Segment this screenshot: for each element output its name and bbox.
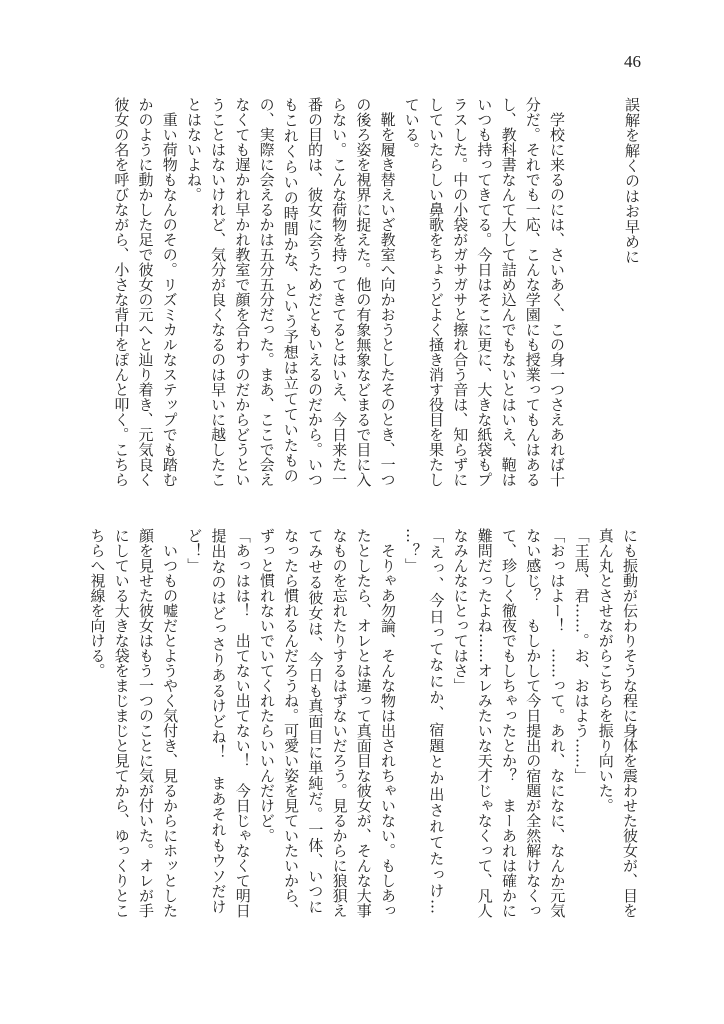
text-line: 「おっはよー！ ……って。あれ、なになに、なんか元気 xyxy=(548,528,567,918)
text-line: 靴を履き替えいざ教室へ向かおうとしたそのとき、一つ xyxy=(378,97,397,487)
text-line: なものを忘れたりするはずないだろう。見るからに狼狽え xyxy=(330,528,349,918)
text-line: なみんなにとってはさ」 xyxy=(451,528,470,693)
text-line: 「えっ、今日ってなにか、宿題とか出されてたっけ… xyxy=(427,528,446,914)
text-line: 提出なのはどっさりあるけどね！ まあそれもウソだけ xyxy=(209,528,228,914)
text-line: いつもの嘘だとようやく気付き、見るからにホッとした xyxy=(161,528,180,918)
text-line: にしている大きな袋をまじまじと見てから、ゆっくりとこ xyxy=(112,528,131,918)
text-line: 分だ。それでも一応、こんな学園にも授業ってもんはある xyxy=(523,97,542,487)
text-line: していたらしい鼻歌をちょうどよく掻き消す役目を果たし xyxy=(426,97,445,487)
text-line: 彼女の名を呼びながら、小さな背中をぽんと叩く。こちら xyxy=(112,97,131,487)
text-line: ている。 xyxy=(402,97,421,157)
text-line: ど！」 xyxy=(185,528,204,573)
text-line: なったら慣れるんだろうね。可愛い姿を見ていたいから、 xyxy=(282,528,301,918)
page-number: 46 xyxy=(624,52,641,71)
text-line: 番の目的は、彼女に会うためだともいえるのだから。いつ xyxy=(305,97,324,487)
text-line: にも振動が伝わりそうな程に身体を震わせた彼女が、目を xyxy=(621,528,639,918)
text-line: の、実際に会えるかは五分五分だった。まあ、ここで会え xyxy=(257,97,276,487)
text-line: 真ん丸とさせながらこちらを振り向いた。 xyxy=(596,528,615,813)
text-block-lower xyxy=(85,528,642,918)
text-block-upper xyxy=(109,97,569,487)
text-line: 「あっはは！ 出てない出てない！ 今日じゃなくて明日 xyxy=(233,528,252,918)
text-line: 難問だったよね……オレみたいな天才じゃなくって、凡人 xyxy=(475,528,494,918)
text-line: 重い荷物もなんのその。リズミカルなステップでも踏む xyxy=(160,97,179,487)
text-line: いつも持ってきてる。今日はそこに更に、大きな紙袋もプ xyxy=(475,97,494,487)
text-line: そりゃあ勿論、そんな物は出されちゃいない。もしあっ xyxy=(378,528,397,918)
text-line: て、珍しく徹夜でもしちゃったとか？ まーあれは確かに xyxy=(499,528,518,918)
text-line: てみせる彼女は、今日も真面目に単純だ。一体、いつに xyxy=(306,528,325,914)
text-line: とはないよね。 xyxy=(184,97,203,202)
text-line: し、教科書なんて大して詰め込んでもないとはいえ、鞄は xyxy=(499,97,518,487)
text-line: …？」 xyxy=(403,528,422,573)
text-line: ない感じ？ もしかして今日提出の宿題が全然解けなくっ xyxy=(524,528,543,918)
text-line: ラスした。中の小袋がガサガサと擦れ合う音は、知らずに xyxy=(451,97,470,487)
text-line: なくても遅かれ早かれ教室で顔を合わすのだからどうとい xyxy=(233,97,252,487)
text-line: ずっと慣れないでいてくれたらいいんだけど。 xyxy=(257,528,276,843)
text-line: らない。こんな荷物を持ってきてるとはいえ、今日来た一 xyxy=(330,97,349,487)
text-line: もこれくらいの時間かな、という予想は立てていたもの xyxy=(281,97,300,483)
text-line: ちらへ視線を向ける。 xyxy=(88,528,107,678)
text-line: うことはないけれど、気分が良くなるのは早いに越したこ xyxy=(209,97,228,487)
text-line: たとしたら、オレとは違って真面目な彼女が、そんな大事 xyxy=(354,528,373,918)
text-line: 顔を見せた彼女はもう一つのことに気が付いた。オレが手 xyxy=(136,528,155,918)
text-line: かのように動かした足で彼女の元へと辿り着き、元気良く xyxy=(136,97,155,487)
text-line: 学校に来るのには、さいあく、この身一つさえあれば十 xyxy=(548,97,566,487)
chapter-title: 誤解を解くのはお早めに xyxy=(623,97,641,265)
text-line: の後ろ姿を視界に捉えた。他の有象無象などまるで目に入 xyxy=(354,97,373,487)
text-line: 「王馬、君……。お、おはよう……」 xyxy=(572,528,591,783)
